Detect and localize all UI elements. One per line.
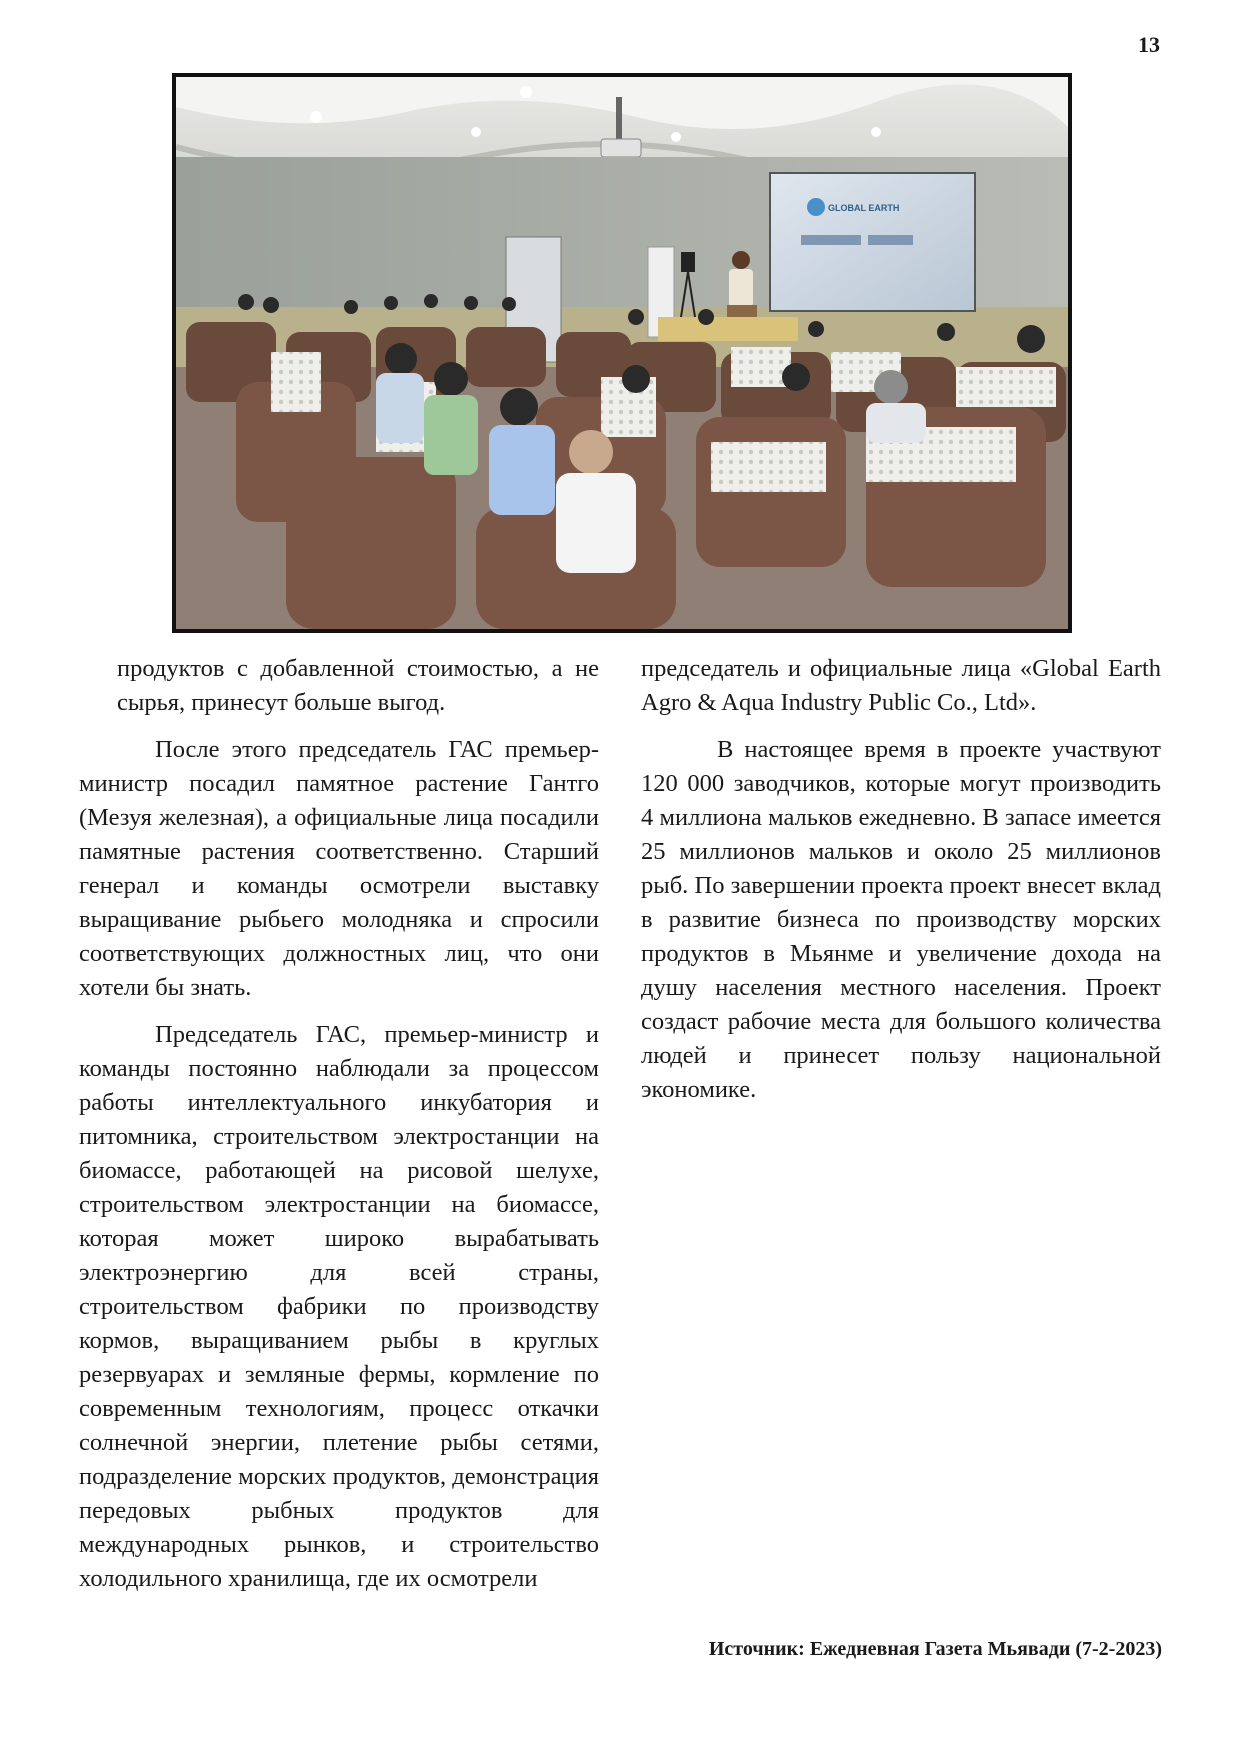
meeting-photo (172, 73, 1072, 633)
left-paragraph-2: После этого председатель ГАС премьер-министр посадил памятное растение Гантго (Мезуя железная), а официальные лица посадили памятные растения соответственно. Старший генерал и команды осмотрели выставку выращивание рыбьего молодняка и спросили соответствующих должностных лиц, что они хотели бы знать. (79, 736, 599, 1001)
right-paragraph-2: В настоящее время в проекте участвуют 120 000 заводчиков, которые могут производить 4 миллиона мальков ежедневно. В запасе имеется 25 миллионов мальков и около 25 миллионов рыб. По завершении проекта проект внесет вклад в развитие бизнеса по производству морских продуктов в Мьянме и увеличение дохода на душу населения местного населения. Проект создаст рабочие места для большого количества людей и принесет пользу национальной экономике. (641, 736, 1161, 1103)
left-column (79, 652, 599, 1609)
left-paragraph-1: продуктов с добавленной стоимостью, а не сырья, принесут больше выгод. (117, 655, 599, 716)
page-number: 13 (1138, 32, 1160, 57)
screen-logo-text: GLOBAL EARTH (828, 203, 900, 213)
right-paragraph-1: председатель и официальные лица «Global Earth Agro & Aqua Industry Public Co., Ltd». (641, 655, 1161, 716)
source-citation: Источник: Ежедневная Газета Мьявади (7-2-2023) (708, 1638, 1162, 1660)
meeting-photo-illustration (176, 77, 1068, 629)
left-paragraph-3: Председатель ГАС, премьер-министр и команды постоянно наблюдали за процессом работы интеллектуального инкубатория и питомника, строительством электростанции на биомассе, работающей на рисовой шелухе, строительством электростанции на биомассе, которая может широко вырабатывать электроэнергию для всей страны, строительством фабрики по производству кормов, выращиванием рыбы в круглых резервуарах и земляные фермы, кормление по современным технологиям, процесс откачки солнечной энергии, плетение рыбы сетями, подразделение морских продуктов, демонстрация передовых рыбных продуктов для международных рынков, и строительство холодильного хранилища, где их осмотрели (79, 1021, 599, 1592)
right-column (641, 652, 1161, 1120)
